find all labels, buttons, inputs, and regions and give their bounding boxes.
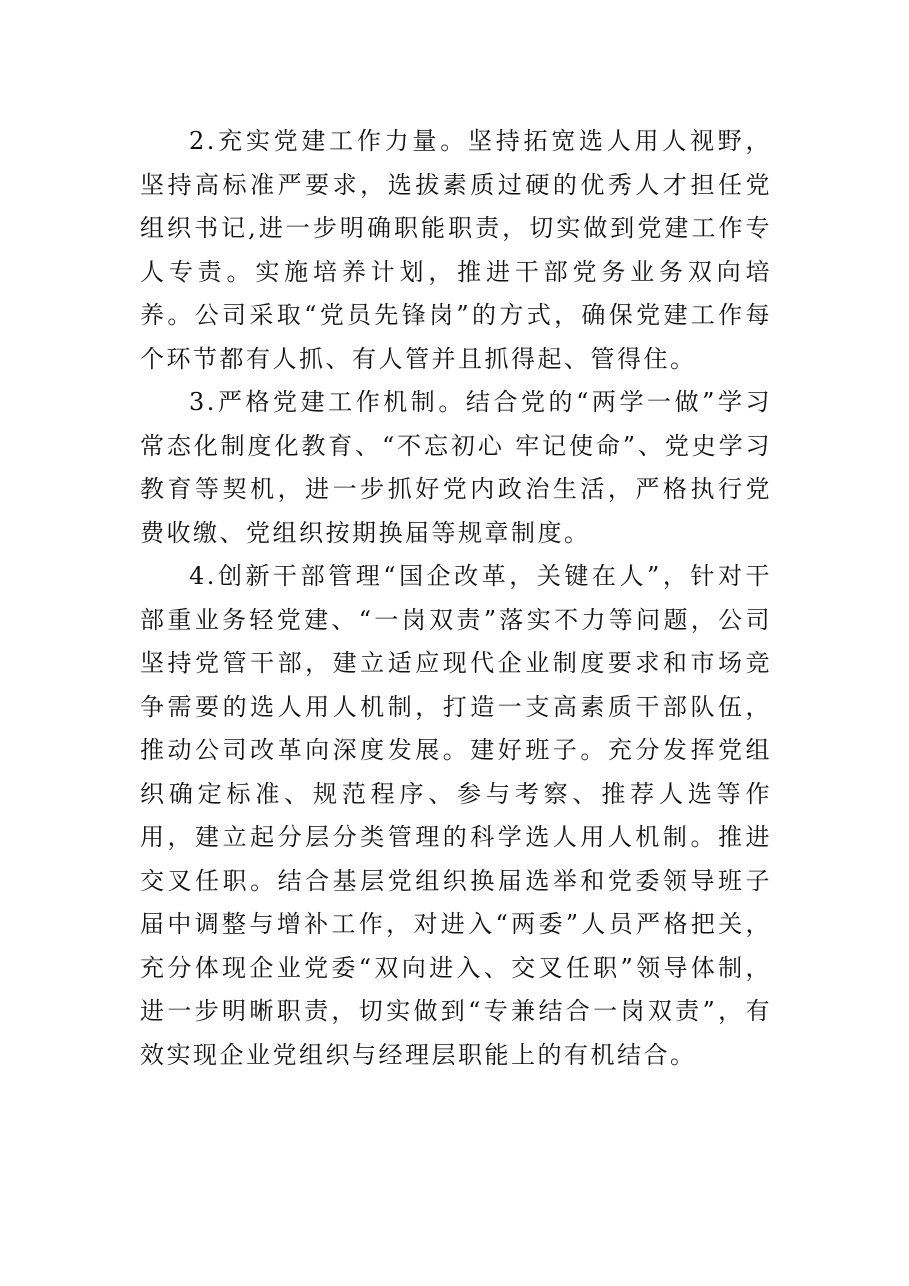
paragraph-party-building-strength: 2.充实党建工作力量。坚持拓宽选人用人视野，坚持高标准严要求，选拔素质过硬的优秀人才担任党组织书记,进一步明确职能职责，切实做到党建工作专人专责。实施培养计划，推进干部党务业务双向培养。公司采取“党员先锋岗”的方式，确保党建工作每个环节都有人抓、有人管并且抓得起、管得住。: [140, 127, 772, 373]
paragraph-party-building-mechanism: 3.严格党建工作机制。结合党的“两学一做”学习常态化制度化教育、“不忘初心 牢记使命”、党史学习教育等契机，进一步抓好党内政治生活，严格执行党费收缴、党组织按期换届等规章制度。: [140, 388, 772, 547]
document-body: [140, 120, 772, 1077]
paragraph-cadre-management: 4.创新干部管理“国企改革，关键在人”，针对干部重业务轻党建、“一岗双责”落实不力等问题，公司坚持党管干部，建立适应现代企业制度要求和市场竞争需要的选人用人机制，打造一支高素质干部队伍，推动公司改革向深度发展。建好班子。充分发挥党组织确定标准、规范程序、参与考察、推荐人选等作用，建立起分层分类管理的科学选人用人机制。推进交叉任职。结合基层党组织换届选举和党委领导班子届中调整与增补工作，对进入“两委”人员严格把关，充分体现企业党委“双向进入、交叉任职”领导体制，进一步明晰职责，切实做到“专兼结合一岗双责”，有效实现企业党组织与经理层职能上的有机结合。: [140, 562, 772, 1069]
